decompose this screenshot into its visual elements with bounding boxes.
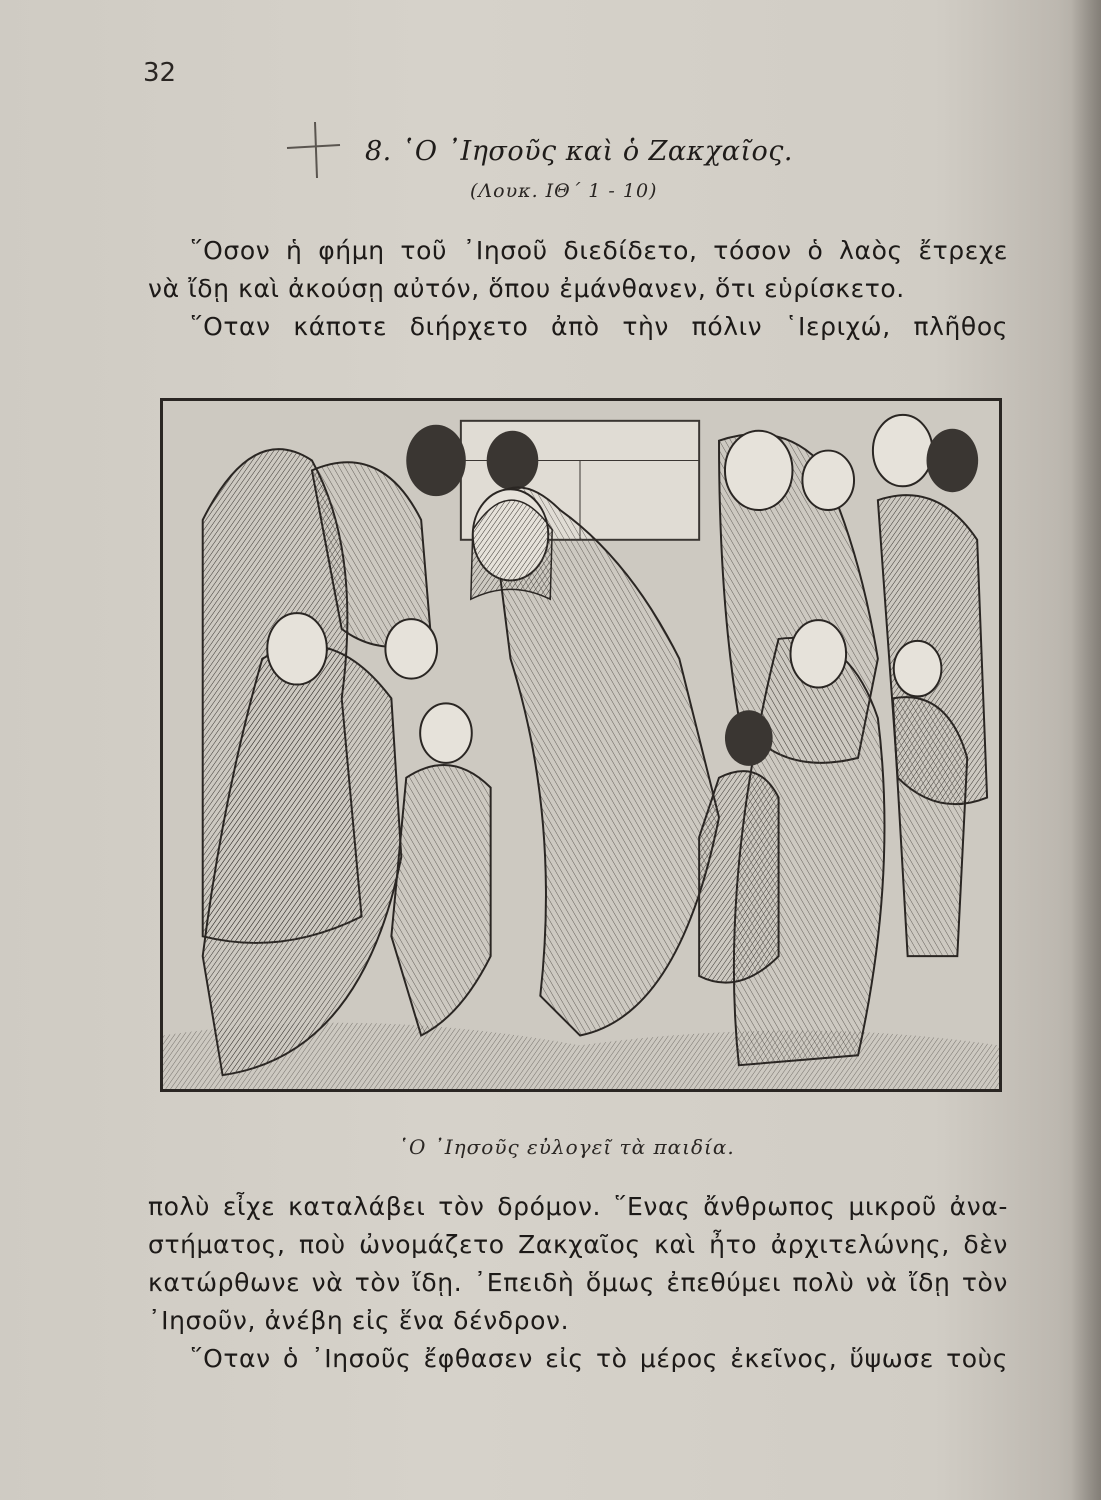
illustration-jesus-blessing-children xyxy=(160,398,1002,1092)
page-number: 32 xyxy=(143,58,177,88)
illustration-caption: ῾Ο ᾿Ιησοῦς εὐλογεῖ τὰ παιδία. xyxy=(398,1135,735,1159)
paragraph-1 xyxy=(148,232,1008,346)
chapter-reference: (Λουκ. ΙΘ΄ 1 - 10) xyxy=(470,180,658,202)
text-line: κατώρθωνε νὰ τὸν ἴδῃ. ᾿Επειδὴ ὅμως ἐπεθύμει πολὺ νὰ ἴδῃ τὸν xyxy=(148,1268,1008,1297)
paragraph-2-continued xyxy=(148,1188,1008,1378)
page-edge-shadow xyxy=(1071,0,1101,1500)
chapter-title: 8. ῾Ο ᾿Ιησοῦς καὶ ὁ Ζακχαῖος. xyxy=(365,136,793,167)
text-line: πολὺ εἶχε καταλάβει τὸν δρόμον. ῞Ενας ἄνθρωπος μικροῦ ἀνα- xyxy=(148,1192,1008,1221)
text-line: ῞Οσον ἡ φήμη τοῦ ᾿Ιησοῦ διεδίδετο, τόσον ὁ λαὸς ἔτρεχε xyxy=(190,236,1008,265)
text-line: στήματος, ποὺ ὠνομάζετο Ζακχαῖος καὶ ἦτο ἀρχιτελώνης, δὲν xyxy=(148,1230,1008,1259)
pencil-cross-mark xyxy=(285,118,345,188)
text-line: νὰ ἴδῃ καὶ ἀκούσῃ αὐτόν, ὅπου ἐμάνθανεν, ὅτι εὑρίσκετο. xyxy=(148,274,905,303)
text-line: ῞Οταν ὁ ᾿Ιησοῦς ἔφθασεν εἰς τὸ μέρος ἐκεῖνος, ὕψωσε τοὺς xyxy=(190,1344,1008,1373)
text-line: ῞Οταν κάποτε διήρχετο ἀπὸ τὴν πόλιν ῾Ιεριχώ, πλῆθος xyxy=(190,312,1008,341)
engraving-image xyxy=(163,401,999,1089)
text-line: ᾿Ιησοῦν, ἀνέβη εἰς ἕνα δένδρον. xyxy=(148,1306,570,1335)
